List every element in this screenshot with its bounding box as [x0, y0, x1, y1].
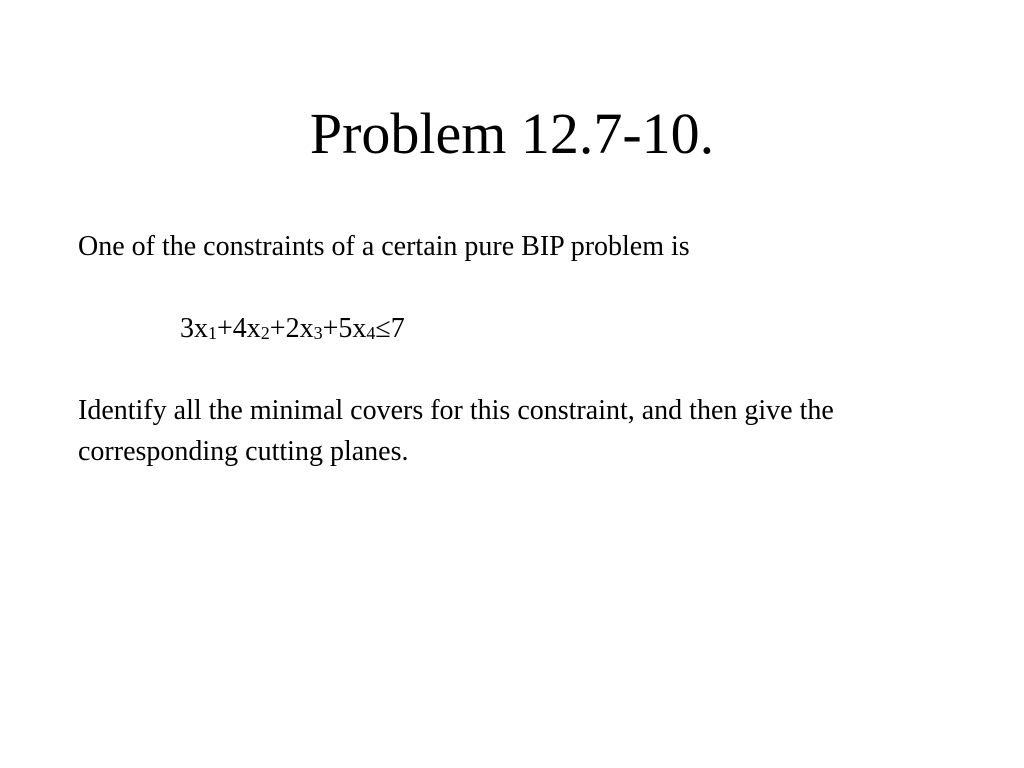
- question-text: Identify all the minimal covers for this constraint, and then give the corresponding cutting planes.: [78, 395, 834, 467]
- term-2-sub: 2: [260, 323, 270, 343]
- term-1-coef: 3: [180, 313, 194, 344]
- term-2-coef: 4: [232, 313, 247, 344]
- term-3-var: x: [299, 313, 314, 344]
- term-2-op: +: [269, 313, 286, 344]
- intro-text: One of the constraints of a certain pure BIP problem is: [78, 231, 690, 262]
- slide-title: Problem 12.7-10.: [309, 101, 715, 166]
- term-1-var: x: [194, 313, 208, 344]
- term-1-op: +: [217, 313, 233, 344]
- relation-symbol: ≤: [375, 313, 391, 344]
- term-2-var: x: [246, 313, 261, 344]
- term-3-op: +: [322, 313, 339, 344]
- term-4-sub: 4: [366, 323, 376, 343]
- term-4-var: x: [352, 313, 367, 344]
- constraint-equation: [180, 308, 405, 349]
- term-1-sub: 1: [208, 323, 217, 343]
- term-4-coef: 5: [338, 313, 353, 344]
- term-3-coef: 2: [285, 313, 300, 344]
- term-3-sub: 3: [313, 323, 323, 343]
- rhs-value: 7: [390, 313, 405, 344]
